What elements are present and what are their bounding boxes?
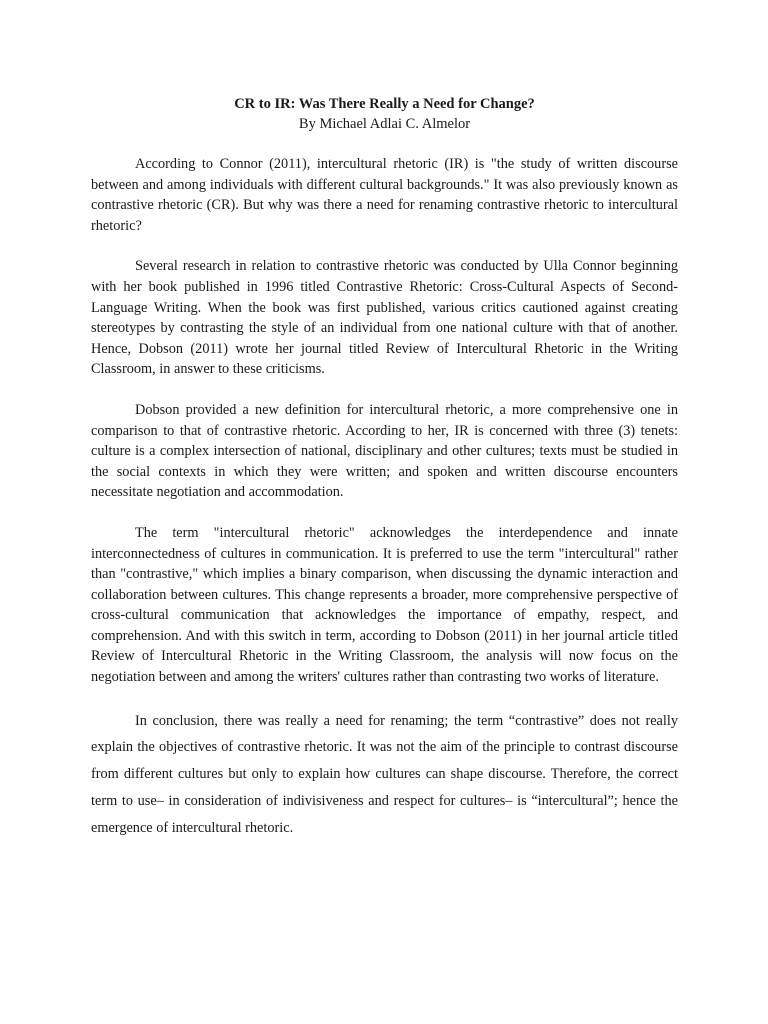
paragraph-intro: According to Connor (2011), intercultural rhetoric (IR) is "the study of written discourse between and among individuals with different cultural backgrounds." It was also previously known as contrastive rhetoric (CR). But why was there a need for renaming contrastive rhetoric to intercultural rhetoric? [91,156,678,234]
paragraph-dobson-definition: Dobson provided a new definition for intercultural rhetoric, a more comprehensive one in comparison to that of contrastive rhetoric. According to her, IR is concerned with three (3) tenets: culture is a complex intersection of national, disciplinary and other cultures; texts must be studied in the social contexts in which they were written; and spoken and written discourse encounters necessitate negotiation and accommodation. [91,401,678,501]
paragraph-term-explanation: The term "intercultural rhetoric" acknowledges the interdependence and innate interconnectedness of cultures in communication. It is preferred to use the term "intercultural" rather than "contrastive," which implies a binary comparison, when discussing the dynamic interaction and collaboration between cultures. This change represents a broader, more comprehensive perspective of cross-cultural communication that acknowledges the importance of empathy, respect, and comprehension. And with this switch in term, according to Dobson (2011) in her journal article titled Review of Intercultural Rhetoric in the Writing Classroom, the analysis will now focus on the negotiation between and among the writers' cultures rather than contrasting two works of literature. [91,524,678,686]
document-title: CR to IR: Was There Really a Need for Change? [234,96,535,112]
paragraph-connor-research: Several research in relation to contrastive rhetoric was conducted by Ulla Connor beginning with her book published in 1996 titled Contrastive Rhetoric: Cross-Cultural Aspects of Second-Language Writing. When the book was first published, various critics cautioned against creating stereotypes by contrasting the style of an individual from one national culture with that of another. Hence, Dobson (2011) wrote her journal titled Review of Intercultural Rhetoric in the Writing Classroom, in answer to these criticisms. [91,258,678,378]
author-byline: By Michael Adlai C. Almelor [298,116,471,132]
document-page [91,94,678,862]
paragraph-conclusion: In conclusion, there was really a need for renaming; the term “contrastive” does not really explain the objectives of contrastive rhetoric. It was not the aim of the principle to contrast discourse from different cultures but only to explain how cultures can shape discourse. Therefore, the correct term to use– in consideration of indivisiveness and respect for cultures– is “intercultural”; hence the emergence of intercultural rhetoric. [91,712,678,836]
